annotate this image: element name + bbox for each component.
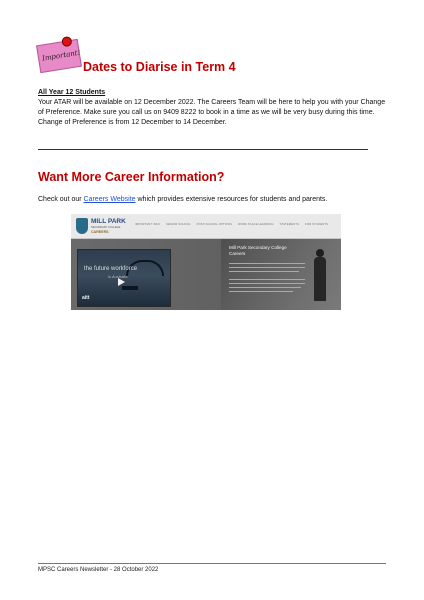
section-title-dates: Dates to Diarise in Term 4 [83, 60, 236, 74]
video-thumbnail [77, 249, 171, 307]
video-title: the future workforce [84, 266, 138, 272]
panel-text-line [229, 287, 301, 288]
nav-item: IMPORTANT INFO [135, 222, 161, 226]
student-silhouette [313, 249, 327, 301]
nav-item: FOR STUDENTS [305, 222, 329, 226]
pushpin-icon [61, 36, 72, 47]
video-brand: aitt [82, 295, 90, 301]
play-icon [118, 278, 125, 286]
panel-title [229, 245, 287, 257]
college-logo-icon [76, 218, 88, 234]
welcome-panel [221, 239, 341, 310]
careers-website-screenshot[interactable] [71, 214, 341, 310]
silhouette-body [314, 257, 326, 301]
panel-text-line [229, 279, 305, 280]
nav-item: POST-SCHOOL OPTIONS [196, 222, 233, 226]
important-sticky-note [36, 39, 82, 73]
atar-paragraph: Your ATAR will be available on 12 December 2022. The Careers Team will be here to help you with your Change of Preference. Make sure you call us on 9409 8222 to book in a time as we will be very busy during this time. Change of Preference is from 12 December to 14 December. [38, 99, 386, 126]
footer-text: MPSC Careers Newsletter - 28 October 2022 [38, 567, 159, 573]
website-nav [135, 222, 328, 226]
careers-website-sentence [38, 196, 327, 203]
video-subtitle: is Australia [108, 274, 128, 279]
footer-divider [38, 563, 386, 564]
panel-text-line [229, 271, 299, 272]
logo-careers: CAREERS [91, 230, 109, 234]
sticky-note-text: Important! [41, 48, 81, 63]
sentence-start: Check out our [38, 196, 84, 203]
section-divider [38, 149, 368, 150]
panel-text-line [229, 263, 305, 264]
logo-subtitle: SECONDARY COLLEGE [91, 226, 121, 229]
nav-item: SENIOR SCHOOL [166, 222, 191, 226]
nav-item: STATEMENTS [279, 222, 300, 226]
silhouette-head [316, 249, 324, 257]
nav-item: WORK PLACE LEARNING [238, 222, 274, 226]
section-title-career-info: Want More Career Information? [38, 170, 225, 184]
careers-website-link[interactable]: Careers Website [83, 196, 136, 203]
boat-silhouette [122, 286, 138, 290]
sentence-end: which provides extensive resources for students and parents. [135, 196, 328, 203]
website-header [71, 214, 341, 239]
panel-text-line [229, 267, 305, 268]
logo-title: MILL PARK [91, 218, 126, 225]
panel-text-line [229, 291, 293, 292]
panel-title-line1: Mill Park Secondary College [229, 245, 287, 250]
website-hero [71, 239, 341, 310]
subheading-year12: All Year 12 Students [38, 89, 106, 96]
panel-title-line2: Careers [229, 251, 246, 256]
panel-text-line [229, 283, 305, 284]
